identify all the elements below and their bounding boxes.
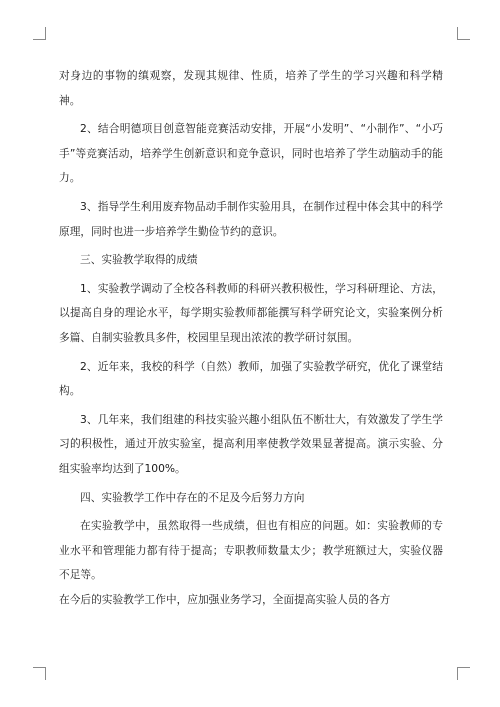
section-heading-achievements: 三、实验教学取得的成绩	[80, 253, 198, 267]
crop-mark-top-left	[33, 27, 46, 40]
paragraph-achievement-3: 3、几年来，我们组建的科技实验兴趣小组队伍不断壮大，有效激发了学生学习的积极性，通过开放实验室，提高利用率使教学效果显著提高。演示实验、分组实验率均达到了100%。	[59, 412, 443, 475]
paragraph-achievement-1: 1、实验教学调动了全校各科教师的科研兴教积极性，学习科研理论、方法，以提高自身的理论水平，每学期实验教师都能撰写科学研究论文，实验案例分析多篇、自制实验教具多件，校园里呈现出浓浓的教学研讨氛围。	[59, 281, 443, 344]
document-body	[59, 64, 443, 612]
crop-mark-bottom-right	[457, 667, 470, 680]
section-heading-shortcomings: 四、实验教学工作中存在的不足及今后努力方向	[80, 490, 305, 504]
paragraph-future-direction: 在今后的实验教学工作中，应加强业务学习，全面提高实验人员的各方	[59, 592, 391, 606]
paragraph-problems: 在实验教学中，虽然取得一些成绩，但也有相应的问题。如：实验教师的专业水平和管理能力都有待于提高；专职教师数量太少；教学班额过大，实验仪器不足等。	[59, 519, 443, 582]
crop-mark-bottom-left	[33, 667, 46, 680]
paragraph-continuation: 对身边的事物的缜观察，发现其规律、性质，培养了学生的学习兴趣和科学精神。	[59, 69, 443, 107]
paragraph-item-2: 2、结合明德项目创意智能竞赛活动安排，开展“小发明”、“小制作”、“小巧手”等竞赛活动，培养学生创新意识和竞争意识，同时也培养了学生动脑动手的能力。	[59, 122, 443, 185]
paragraph-item-3: 3、指导学生利用废弃物品动手制作实验用具，在制作过程中体会其中的科学原理，同时也进一步培养学生勤俭节约的意识。	[59, 199, 443, 238]
crop-mark-top-right	[457, 27, 470, 40]
paragraph-achievement-2: 2、近年来，我校的科学（自然）教师，加强了实验教学研究，优化了课堂结构。	[59, 359, 443, 398]
